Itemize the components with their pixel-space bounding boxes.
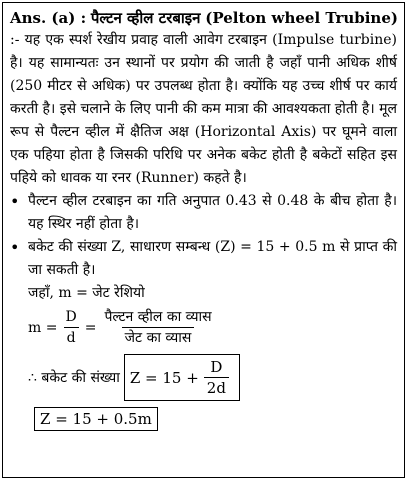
bucket-equation [10,354,397,401]
equation-prefix: ∴ बकेट की संख्या [28,370,120,386]
final-formula-box: Z = 15 + 0.5m [34,407,158,431]
fraction-numerator: पैल्टन व्हील का व्यास [104,309,212,325]
answer-heading [10,7,397,29]
bullet-icon: • [10,238,20,257]
ratio-equation [10,307,397,348]
fraction-denominator: d [64,327,79,348]
bullet-icon: • [10,192,20,211]
answer-box [2,2,405,478]
description-paragraph: :- यह एक स्पर्श रेखीय प्रवाह वाली आवेग टरबाइन (Impulse turbine) है। यह सामान्यतः उन स्थानों पर प्रयोग की जाती है जहाँ पानी अधिक शीर्ष (250 मीटर से अधिक) पर उपलब्ध होता है। क्योंकि यह उच्च शीर्ष पर कार्य करती है। इसे चलाने के लिए पानी की कम मात्रा की आवश्यकता होती है। मूल रूप से पैल्टन व्हील में क्षैतिज अक्ष (Horizontal Axis) पर घूमने वाला एक पहिया होता है जिसकी परिधि पर अनेक बकेट होती है बकेटों सहित इस पहिये को धावक या रनर (Runner) कहते है। [10,32,397,186]
final-equation-row [10,407,397,431]
bullet-item [10,236,397,282]
answer-label: Ans. (a) : [10,9,87,27]
fraction-diameter-ratio [101,307,214,348]
equation-lhs: m = [28,319,58,336]
heading-english: (Pelton wheel Trubine) [205,9,398,27]
bucket-formula-box [124,354,240,401]
where-line: जहाँ, m = जेट रेशियो [28,285,145,301]
fraction-numerator: D [65,309,77,325]
bullet-text: बकेट की संख्या Z, साधारण सम्बन्ध (Z) = 15 + 0.5 m से प्राप्त की जा सकती है। [28,239,397,278]
equals-sign: = [84,319,97,336]
fraction-denominator: 2d [204,377,229,398]
fraction-numerator: D [210,358,223,376]
fraction-d-over-d [62,307,79,348]
bullet-text: पैल्टन व्हील टरबाइन का गति अनुपात 0.43 से 0.48 के बीच होता है। यह स्थिर नहीं होता है। [28,193,397,232]
fraction-denominator: जेट का व्यास [122,327,195,348]
equation-lhs: Z = 15 + [129,368,199,387]
bullet-item [10,190,397,236]
heading-hindi: पैल्टन व्हील टरबाइन [90,9,201,27]
fraction-d-over-2d [204,357,229,398]
